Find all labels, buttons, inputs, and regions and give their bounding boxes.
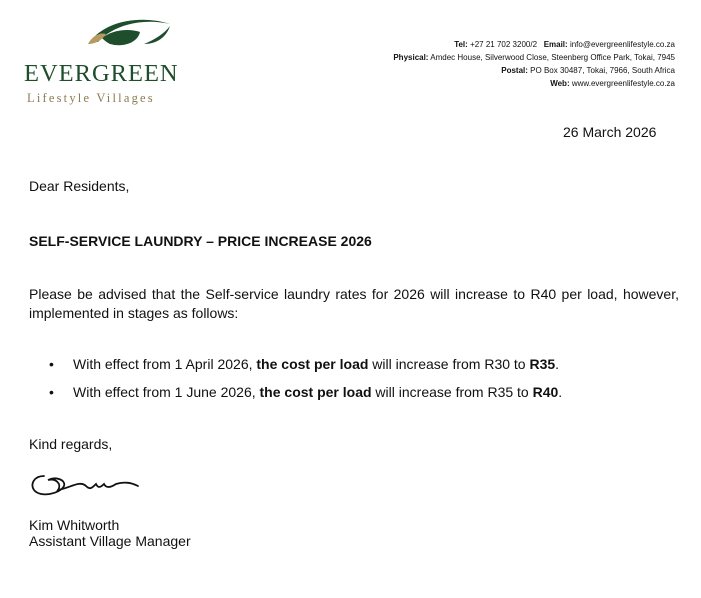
- salutation: Dear Residents,: [29, 178, 130, 194]
- bullet-text: With effect from 1 June 2026,: [73, 384, 260, 400]
- logo-tagline: Lifestyle Villages: [27, 91, 155, 105]
- email-value[interactable]: info@evergreenlifestyle.co.za: [569, 40, 675, 49]
- bullet-text: With effect from 1 April 2026,: [73, 356, 257, 372]
- bullet-text: will increase from R30 to: [368, 356, 530, 372]
- subject-heading: SELF-SERVICE LAUNDRY – PRICE INCREASE 2026: [29, 233, 372, 249]
- bullet-bold-text: the cost per load: [256, 356, 369, 372]
- bullet-text: .: [558, 384, 563, 400]
- physical-value: Amdec House, Silverwood Close, Steenberg Office Park, Tokai, 7945: [430, 53, 675, 62]
- contact-block: [393, 38, 675, 90]
- web-label: Web:: [550, 79, 570, 88]
- signer-block: [29, 517, 191, 549]
- signer-title: Assistant Village Manager: [29, 533, 191, 549]
- leaf-swoosh-icon: [84, 14, 174, 58]
- intro-paragraph: Please be advised that the Self-service laundry rates for 2026 will increase to R40 per load, however, implemented in stages as follows:: [29, 286, 679, 321]
- physical-label: Physical:: [393, 53, 429, 62]
- list-item: [29, 384, 562, 402]
- bullet-icon: •: [49, 384, 54, 400]
- bullet-text: will increase from R35 to: [371, 384, 533, 400]
- bullet-text: .: [555, 356, 560, 372]
- contact-tel-email-row: [393, 38, 675, 51]
- postal-value: PO Box 30487, Tokai, 7966, South Africa: [530, 66, 675, 75]
- price-change-list: [29, 356, 562, 412]
- contact-postal-row: [393, 64, 675, 77]
- contact-web-row: [393, 77, 675, 90]
- signature-icon: [30, 470, 140, 500]
- signer-name: Kim Whitworth: [29, 517, 120, 533]
- evergreen-logo: [22, 14, 182, 114]
- postal-label: Postal:: [501, 66, 528, 75]
- closing: Kind regards,: [29, 436, 113, 452]
- contact-physical-row: [393, 51, 675, 64]
- bullet-icon: •: [49, 356, 54, 372]
- tel-label: Tel:: [454, 40, 468, 49]
- letter-date: 26 March 2026: [563, 124, 657, 140]
- bullet-price: R35: [529, 356, 556, 372]
- bullet-bold-text: the cost per load: [259, 384, 372, 400]
- list-item: [29, 356, 562, 374]
- bullet-price: R40: [532, 384, 559, 400]
- web-value[interactable]: www.evergreenlifestyle.co.za: [571, 79, 675, 88]
- logo-wordmark: EVERGREEN: [24, 60, 179, 87]
- email-label: Email:: [543, 40, 568, 49]
- tel-value: +27 21 702 3200/2: [470, 40, 538, 49]
